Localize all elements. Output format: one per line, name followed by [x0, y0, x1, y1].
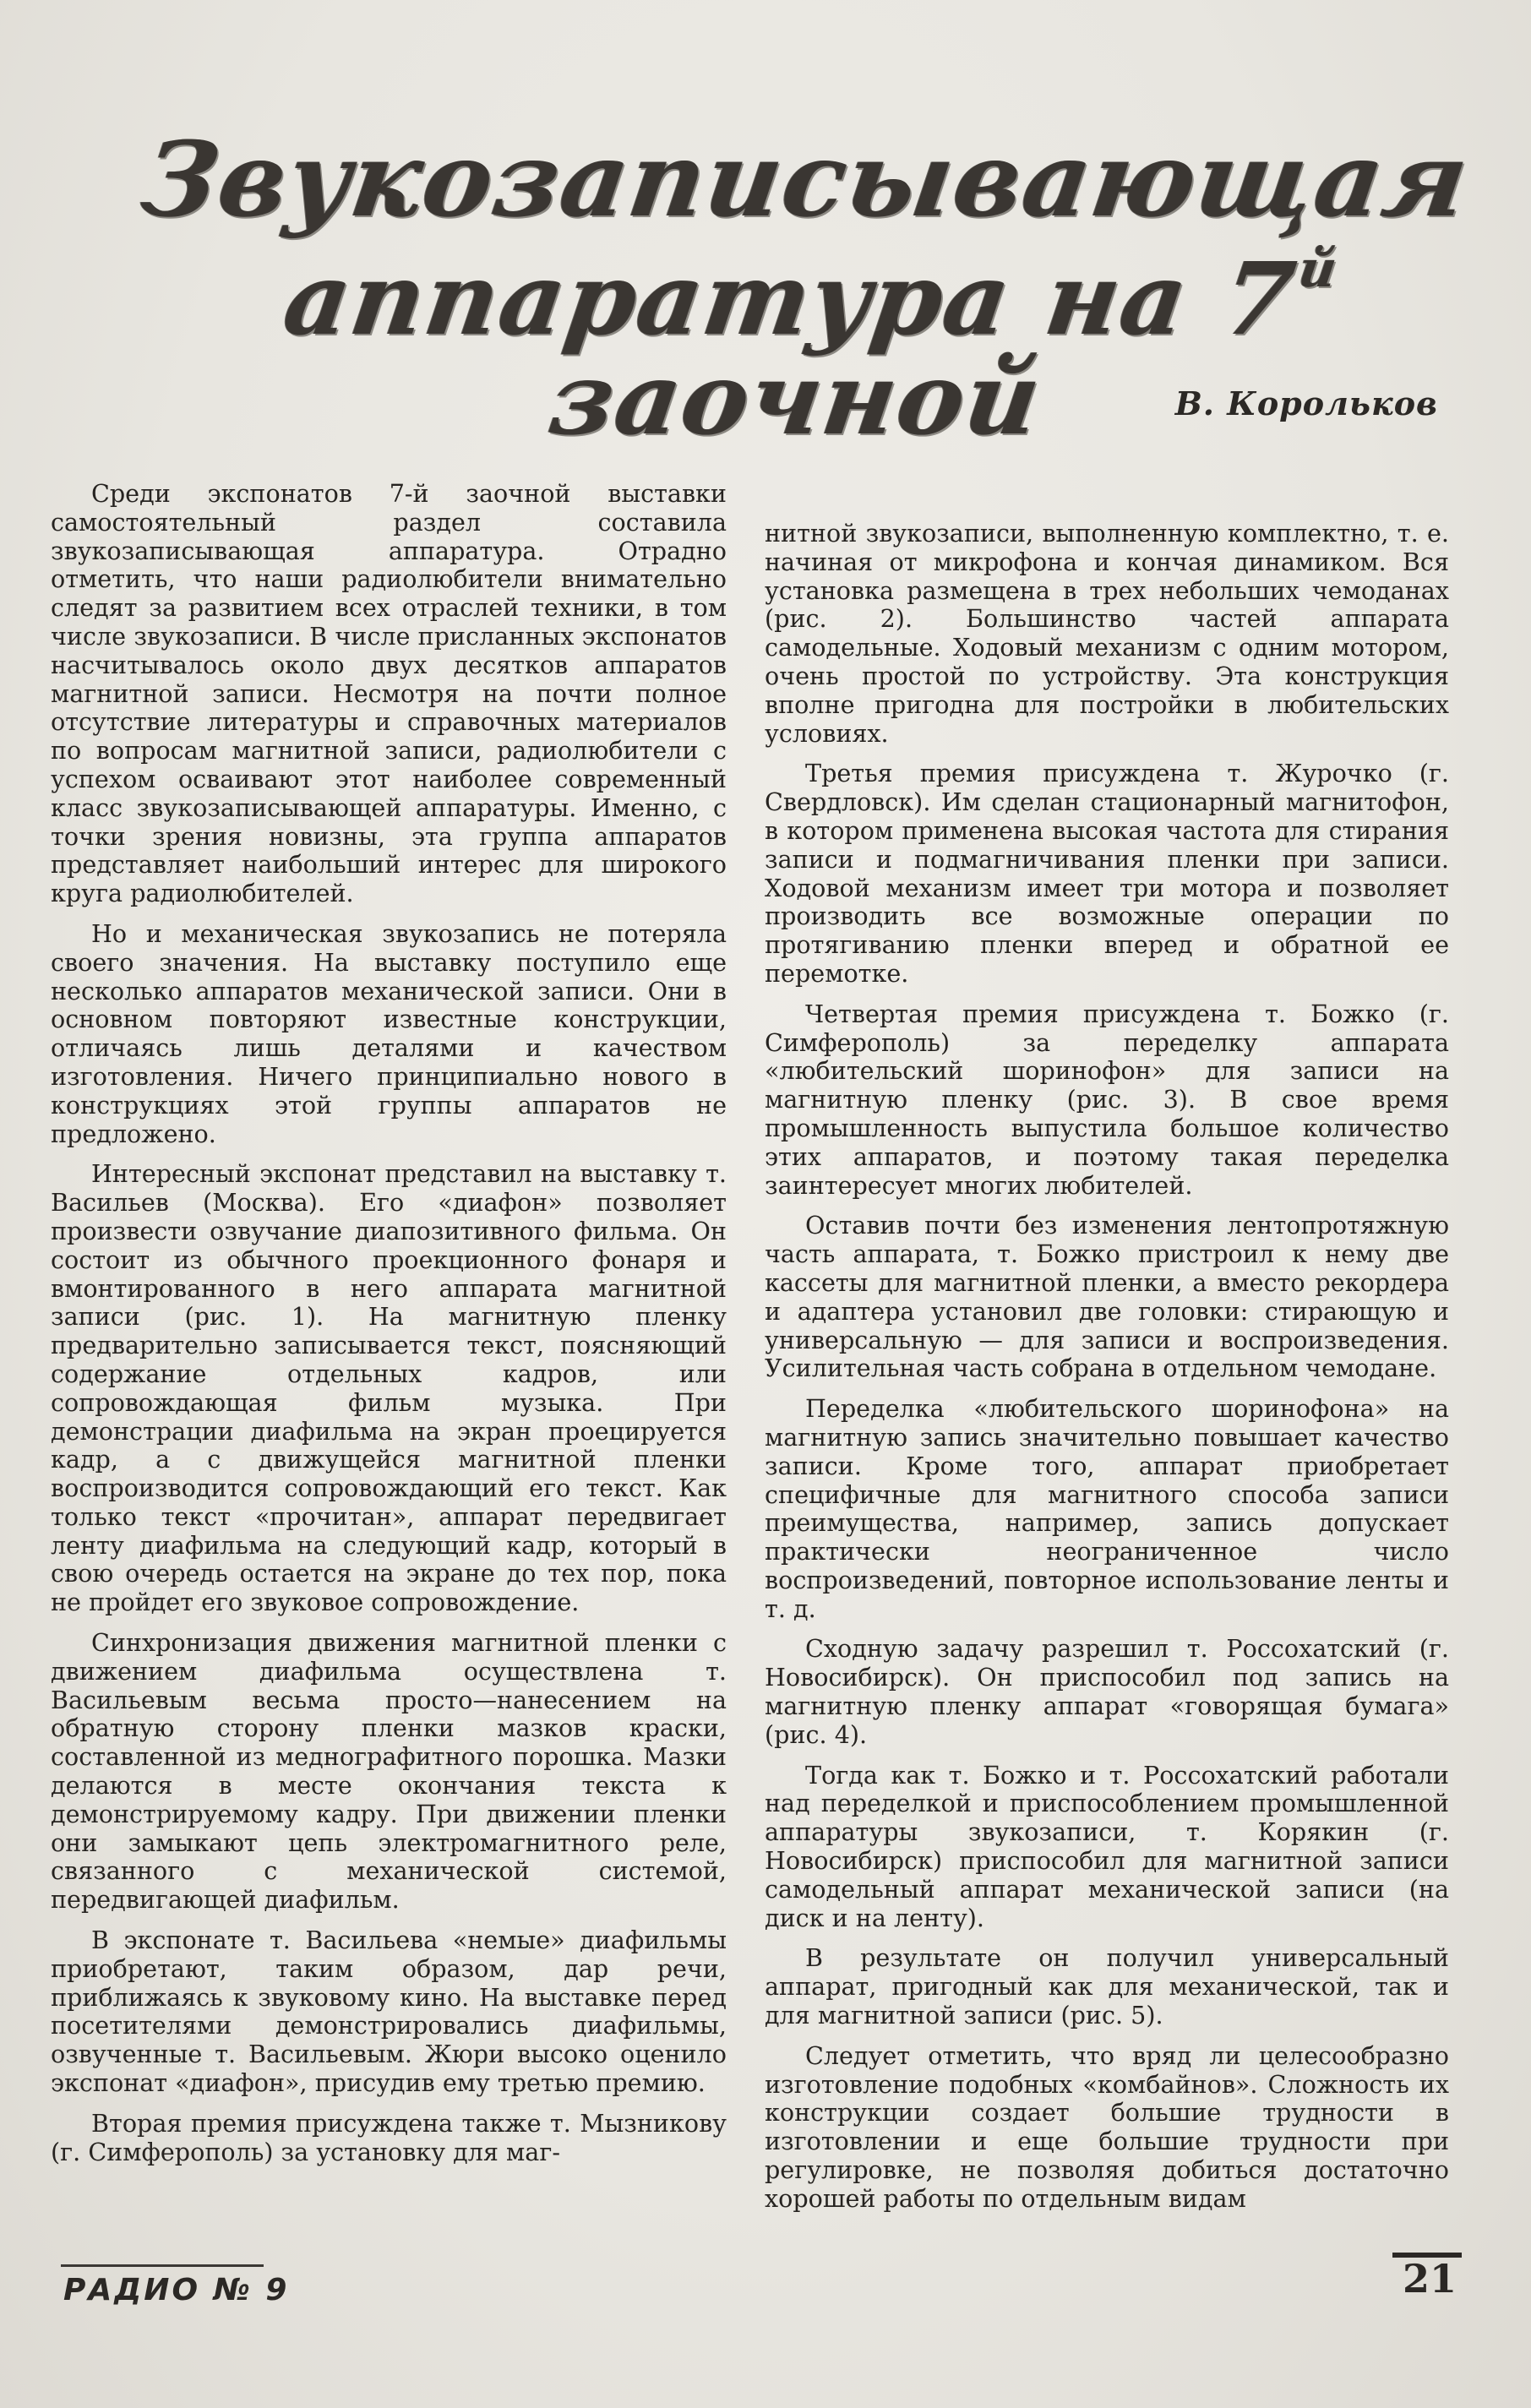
title-line-2-main: аппаратура на 7	[277, 240, 1304, 358]
paragraph: нитной звукозаписи, выполненную комплектно, т. е. начиная от микрофона и кончая динамиком. Вся установка размещена в трех небольших чемоданах (рис. 2). Большинство частей аппарата самодельные. Ходовый механизм с одним мотором, очень простой по устройству. Эта конструкция вполне пригодна для постройки в любительских условиях.	[765, 519, 1449, 748]
paragraph: В экспонате т. Васильева «немые» диафильмы приобретают, таким образом, дар речи, приближаясь к звуковому кино. На выставке перед посетителями демонстрировались диафильмы, озвученные т. Васильевым. Жюри высоко оценило экспонат «диафон», присудив ему третью премию.	[51, 1926, 727, 2098]
paragraph: Среди экспонатов 7-й заочной выставки самостоятельный раздел составила звукозаписывающая аппаратура. Отрадно отметить, что наши радиолюбители внимательно следят за развитием всех отраслей техники, в том числе звукозаписи. В числе присланных экспонатов насчитывалось около двух десятков аппаратов магнитной записи. Несмотря на почти полное отсутствие литературы и справочных материалов по вопросам магнитной записи, радиолюбители с успехом осваивают этот наиболее современный класс звукозаписывающей аппаратуры. Именно, с точки зрения новизны, эта группа аппаратов представляет наибольший интерес для широкого круга радиолюбителей.	[51, 479, 727, 908]
title-line-1: Звукозаписывающая	[134, 118, 1477, 241]
article-author: В. Корольков	[1174, 384, 1438, 422]
paragraph: Оставив почти без изменения лентопротяжную часть аппарата, т. Божко пристроил к нему две кассеты для магнитной пленки, а вместо рекордера и адаптера установил две головки: стирающую и универсальную — для записи и воспроизведения. Усилительная часть собрана в отдельном чемодане.	[765, 1211, 1449, 1383]
paragraph: Следует отметить, что вряд ли целесообразно изготовление подобных «комбайнов». Сложность их конструкции создает большие трудности в изготовлении и еще большие трудности при регулировке, не позволяя добиться достаточно хорошей работы по отдельным видам	[765, 2040, 1449, 2213]
left-column	[51, 480, 727, 2178]
paragraph: Синхронизация движения магнитной пленки с движением диафильма осуществлена т. Васильевым весьма просто—нанесением на обратную сторону пленки мазков краски, составленной из меднографитного порошка. Мазки делаются в месте окончания текста к демонстрируемому кадру. При движении пленки они замыкают цепь электромагнитного реле, связанного с механической системой, передвигающей диафильм.	[51, 1628, 727, 1915]
paragraph: Тогда как т. Божко и т. Россохатский работали над переделкой и приспособлением промышленной аппаратуры звукозаписи, т. Корякин (г. Новосибирск) приспособил для магнитной записи самодельный аппарат механической записи (на диск и на ленту).	[765, 1760, 1449, 1932]
title-line-2-end: заочной	[542, 340, 1049, 458]
paragraph: Интересный экспонат представил на выставку т. Васильев (Москва). Его «диафон» позволяет произвести озвучание диапозитивного фильма. Он состоит из обычного проекционного фонаря и вмонтированного в него аппарата магнитной записи (рис. 1). На магнитную пленку предварительно записывается текст, поясняющий содержание отдельных кадров, или сопровождающая фильм музыка. При демонстрации диафильма на экран проецируется кадр, а с движущейся магнитной пленки воспроизводится сопровождающий его текст. Как только текст «прочитан», аппарат передвигает ленту диафильма на следующий кадр, который в свою очередь остается на экране до тех пор, пока не пройдет его звуковое сопровождение.	[51, 1159, 727, 1617]
right-column	[765, 520, 1449, 2225]
title-line-2-sup: й	[1294, 240, 1343, 300]
paragraph: Третья премия присуждена т. Журочко (г. Свердловск). Им сделан стационарный магнитофон, в котором применена высокая частота для стирания записи и подмагничивания пленки при записи. Ходовой механизм имеет три мотора и позволяет производить все возможные операции по протягиванию пленки вперед и обратной ее перемотке.	[765, 759, 1449, 988]
paragraph: В результате он получил универсальный аппарат, пригодный как для механической, так и для магнитной записи (рис. 5).	[765, 1943, 1449, 2030]
paragraph: Переделка «любительского шоринофона» на магнитную запись значительно повышает качество записи. Кроме того, аппарат приобретает специфичные для магнитного способа записи преимущества, например, запись допускает практически неограниченное число воспроизведений, повторное использование ленты и т. д.	[765, 1394, 1449, 1623]
paragraph: Сходную задачу разрешил т. Россохатский (г. Новосибирск). Он приспособил под запись на магнитную пленку аппарат «говорящая бумага» (рис. 4).	[765, 1634, 1449, 1749]
page-number: 21	[1402, 2256, 1457, 2302]
paragraph: Вторая премия присуждена также т. Мызникову (г. Симферополь) за установку для маг-	[51, 2108, 727, 2166]
journal-issue: РАДИО № 9	[63, 2273, 290, 2307]
footer-divider	[61, 2264, 264, 2267]
paragraph: Четвертая премия присуждена т. Божко (г. Симферополь) за переделку аппарата «любительский шоринофон» для записи на магнитную пленку (рис. 3). В свое время промышленность выпустила большое количество этих аппаратов, и поэтому такая переделка заинтересует многих любителей.	[765, 999, 1449, 1200]
paragraph: Но и механическая звукозапись не потеряла своего значения. На выставку поступило еще несколько аппаратов механической записи. Они в основном повторяют известные конструкции, отличаясь лишь деталями и качеством изготовления. Ничего принципиально нового в конструкциях этой группы аппаратов не предложено.	[51, 918, 727, 1148]
